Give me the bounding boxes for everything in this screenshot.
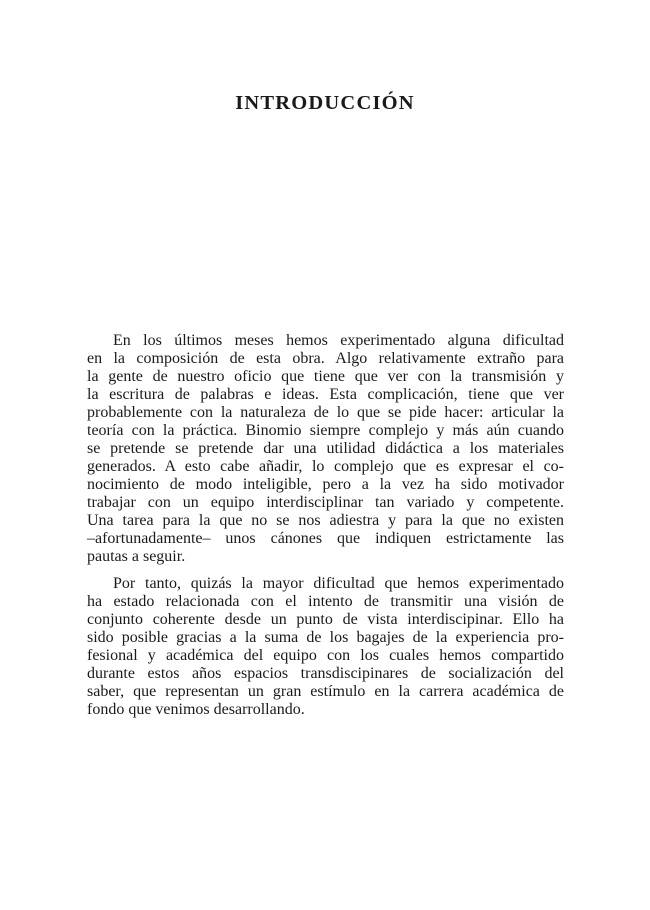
text-line: saber, que representan un gran estímulo en la carrera académica de: [87, 683, 564, 700]
paragraph-2: [87, 575, 564, 719]
text-line: conjunto coherente desde un punto de vista interdiscipinar. Ello ha: [87, 611, 564, 628]
text-line: durante estos años espacios transdiscipinares de socialización del: [87, 665, 564, 682]
text-line: generados. A esto cabe añadir, lo complejo que es expresar el co-: [87, 458, 564, 475]
text-line: se pretende se pretende dar una utilidad didáctica a los materiales: [87, 440, 564, 457]
text-line: en la composición de esta obra. Algo relativamente extraño para: [87, 350, 564, 367]
text-line: la gente de nuestro oficio que tiene que ver con la transmisión y: [87, 368, 564, 385]
text-line: Una tarea para la que no se nos adiestra y para la que no existen: [87, 512, 564, 529]
text-line: fondo que venimos desarrollando.: [87, 701, 305, 718]
body-text: [87, 332, 564, 728]
text-line: probablemente con la naturaleza de lo que se pide hacer: articular la: [87, 404, 564, 421]
chapter-title: INTRODUCCIÓN: [235, 92, 415, 114]
text-line: la escritura de palabras e ideas. Esta complicación, tiene que ver: [87, 386, 564, 403]
text-line: trabajar con un equipo interdisciplinar tan variado y competente.: [87, 494, 564, 511]
text-line: ha estado relacionada con el intento de transmitir una visión de: [87, 593, 564, 610]
text-line: nocimiento de modo inteligible, pero a la vez ha sido motivador: [87, 476, 564, 493]
text-line: –afortunadamente– unos cánones que indiquen estrictamente las: [87, 530, 564, 547]
paragraph-1: [87, 332, 564, 566]
text-line: sido posible gracias a la suma de los bagajes de la experiencia pro-: [87, 629, 564, 646]
text-line: En los últimos meses hemos experimentado alguna dificultad: [113, 332, 564, 349]
text-line: pautas a seguir.: [87, 548, 186, 565]
text-line: fesional y académica del equipo con los cuales hemos compartido: [87, 647, 564, 664]
text-line: teoría con la práctica. Binomio siempre complejo y más aún cuando: [87, 422, 564, 439]
text-line: Por tanto, quizás la mayor dificultad que hemos experimentado: [113, 575, 564, 592]
